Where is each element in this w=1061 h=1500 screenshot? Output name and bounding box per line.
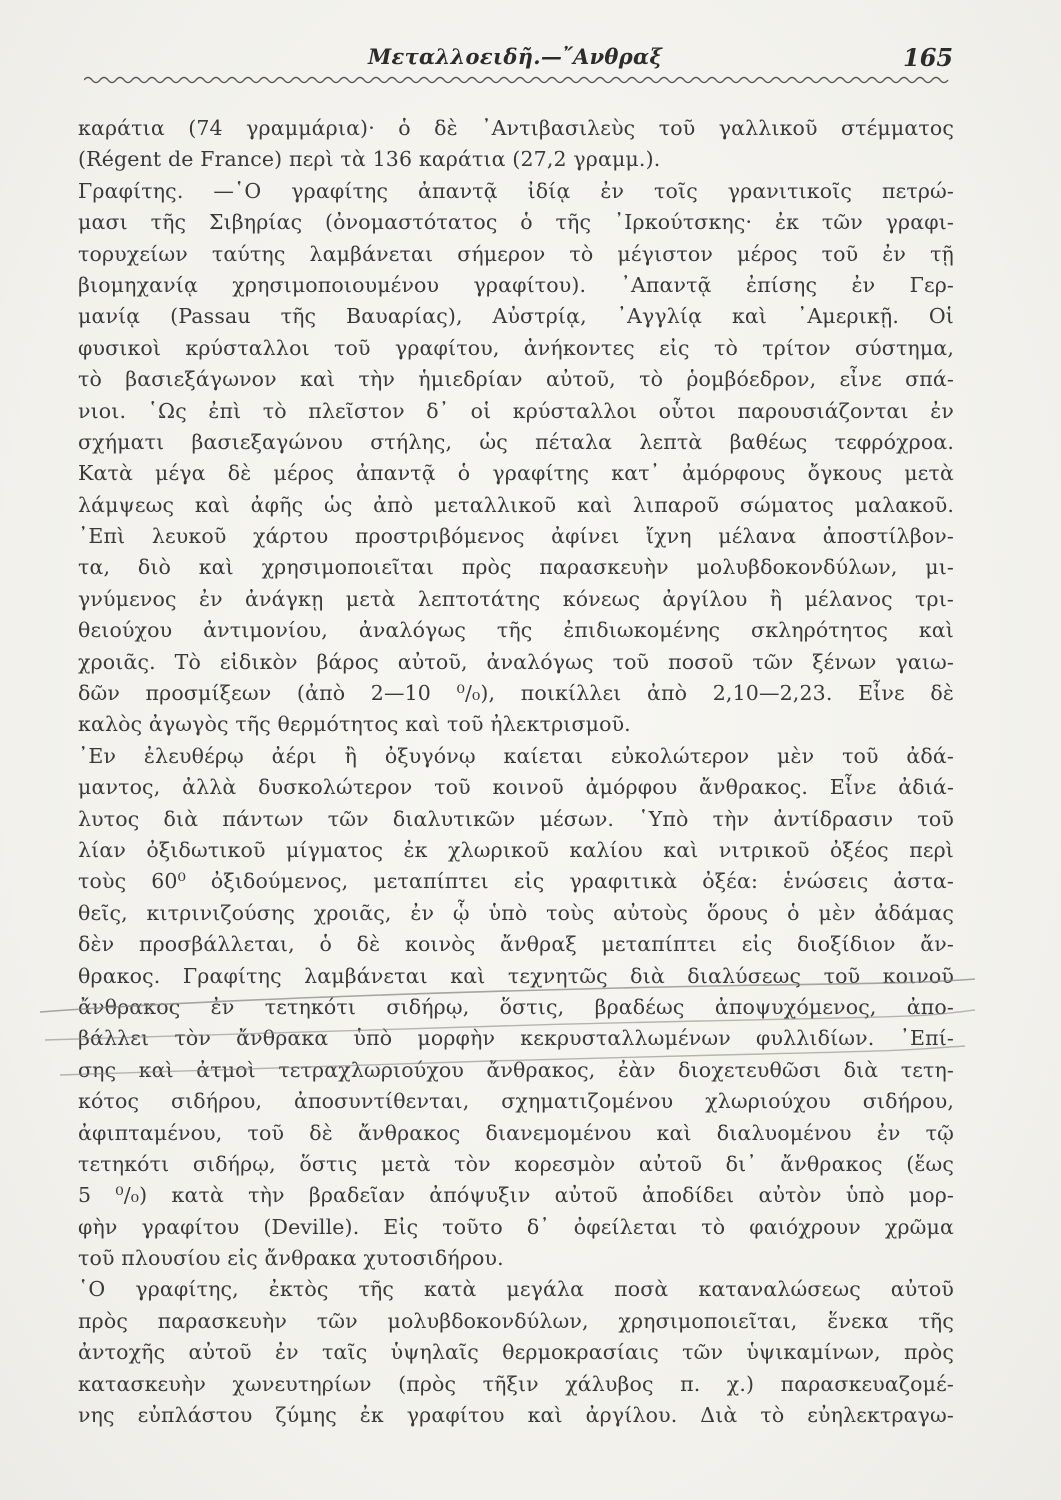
text-line: λίαν ὀξιδωτικοῦ μίγματος ἐκ χλωρικοῦ καλίου καὶ νιτρικοῦ ὀξέος περὶ <box>78 837 954 862</box>
header-wavy-rule <box>84 72 950 86</box>
body-text <box>78 113 954 1431</box>
text-line: (Régent de France) περὶ τὰ 136 καράτια (27,2 γραμμ.). <box>78 147 661 172</box>
text-line: κότος σιδήρου, ἀποσυντίθενται, σχηματιζομένου χλωριούχου σιδήρου, <box>78 1089 954 1114</box>
text-line: βάλλει τὸν ἄνθρακα ὑπὸ μορφὴν κεκρυσταλλωμένων φυλλιδίων. ᾿Επί- <box>78 1026 954 1051</box>
text-line: ἄνθρακος ἐν τετηκότι σιδήρῳ, ὅστις, βραδέως ἀποψυχόμενος, ἀπο- <box>78 994 954 1019</box>
text-line: θεῖς, κιτρινιζούσης χροιᾶς, ἐν ᾧ ὑπὸ τοὺς αὐτοὺς ὅρους ὁ μὲν ἀδάμας <box>78 900 954 925</box>
text-line: νης εὐπλάστου ζύμης ἐκ γραφίτου καὶ ἀργίλου. Διὰ τὸ εὐηλεκτραγω- <box>78 1403 954 1428</box>
text-line: τορυχείων ταύτης λαμβάνεται σήμερον τὸ μέγιστον μέρος τοῦ ἐν τῇ <box>78 241 954 266</box>
text-line: κατασκευὴν χωνευτηρίων (πρὸς τῆξιν χάλυβος π. χ.) παρασκευαζομέ- <box>78 1371 954 1396</box>
text-line: τοῦ πλουσίου εἰς ἄνθρακα χυτοσιδήρου. <box>78 1246 504 1271</box>
text-line: δῶν προσμίξεων (ἀπὸ 2—10 ⁰/₀), ποικίλλει ἀπὸ 2,10—2,23. Εἶνε δὲ <box>78 681 954 706</box>
running-title: Μεταλλοειδῆ.—῎Ανθραξ <box>368 44 663 69</box>
text-line: λυτος διὰ πάντων τῶν διαλυτικῶν μέσων. ῾Υπὸ τὴν ἀντίδρασιν τοῦ <box>78 806 954 831</box>
text-line: φυσικοὶ κρύσταλλοι τοῦ γραφίτου, ἀνήκοντες εἰς τὸ τρίτον σύστημα, <box>78 335 954 360</box>
text-line: φὴν γραφίτου (Deville). Εἰς τοῦτο δ᾽ ὀφείλεται τὸ φαιόχρουν χρῶμα <box>78 1214 954 1239</box>
text-line: ᾿Εν ἐλευθέρῳ ἀέρι ἢ ὀξυγόνῳ καίεται εὐκολώτερον μὲν τοῦ ἀδά- <box>78 743 954 768</box>
text-line: τοὺς 60⁰ ὀξιδούμενος, μεταπίπτει εἰς γραφιτικὰ ὀξέα: ἑνώσεις ἀστα- <box>78 869 954 894</box>
text-line: πρὸς παρασκευὴν τῶν μολυβδοκονδύλων, χρησιμοποιεῖται, ἕνεκα τῆς <box>78 1308 954 1333</box>
text-line: μανίᾳ (Passau τῆς Βαυαρίας), Αὐστρίᾳ, ᾿Αγγλίᾳ καὶ ᾿Αμερικῇ. Οἱ <box>78 304 954 329</box>
text-line: χροιᾶς. Τὸ εἰδικὸν βάρος αὐτοῦ, ἀναλόγως τοῦ ποσοῦ τῶν ξένων γαιω- <box>78 649 954 674</box>
text-line: τετηκότι σιδήρῳ, ὅστις μετὰ τὸν κορεσμὸν αὐτοῦ δι᾽ ἄνθρακος (ἕως <box>78 1151 954 1176</box>
text-line: καλὸς ἀγωγὸς τῆς θερμότητος καὶ τοῦ ἠλεκτρισμοῦ. <box>78 712 631 737</box>
text-line: βιομηχανίᾳ χρησιμοποιουμένου γραφίτου). ᾿Απαντᾷ ἐπίσης ἐν Γερ- <box>78 272 954 297</box>
text-line: τὸ βασιεξάγωνον καὶ τὴν ἡμιεδρίαν αὐτοῦ, τὸ ῥομβόεδρον, εἶνε σπά- <box>78 367 954 392</box>
text-line: λάμψεως καὶ ἀφῆς ὡς ἀπὸ μεταλλικοῦ καὶ λιπαροῦ σώματος μαλακοῦ. <box>78 492 954 517</box>
text-line: γνύμενος ἐν ἀνάγκῃ μετὰ λεπτοτάτης κόνεως ἀργίλου ἢ μέλανος τρι- <box>78 586 954 611</box>
text-line: καράτια (74 γραμμάρια)· ὁ δὲ ᾿Αντιβασιλεὺς τοῦ γαλλικοῦ στέμματος <box>78 116 954 140</box>
text-line: μασι τῆς Σιβηρίας (ὀνομαστότατος ὁ τῆς ᾿Ιρκούτσκης· ἐκ τῶν γραφι- <box>78 210 954 235</box>
text-line: τα, διὸ καὶ χρησιμοποιεῖται πρὸς παρασκευὴν μολυβδοκονδύλων, μι- <box>78 555 954 580</box>
text-line: ἀντοχῆς αὐτοῦ ἐν ταῖς ὑψηλαῖς θερμοκρασίαις τῶν ὑψικαμίνων, πρὸς <box>78 1340 954 1365</box>
text-line: σης καὶ ἀτμοὶ τετραχλωριούχου ἄνθρακος, ἐὰν διοχετευθῶσι διὰ τετη- <box>78 1057 954 1082</box>
text-line: Κατὰ μέγα δὲ μέρος ἀπαντᾷ ὁ γραφίτης κατ᾽ ἀμόρφους ὄγκους μετὰ <box>78 461 954 486</box>
text-line: Γραφίτης. —῾Ο γραφίτης ἀπαντᾷ ἰδίᾳ ἐν τοῖς γρανιτικοῖς πετρώ- <box>78 178 954 203</box>
text-line: νιοι. ῾Ως ἐπὶ τὸ πλεῖστον δ᾽ οἱ κρύσταλλοι οὗτοι παρουσιάζονται ἐν <box>78 398 954 423</box>
text-line: ῾Ο γραφίτης, ἐκτὸς τῆς κατὰ μεγάλα ποσὰ καταναλώσεως αὐτοῦ <box>78 1277 954 1302</box>
text-line: θρακος. Γραφίτης λαμβάνεται καὶ τεχνητῶς διὰ διαλύσεως τοῦ κοινοῦ <box>78 963 954 988</box>
text-line: δὲν προσβάλλεται, ὁ δὲ κοινὸς ἄνθραξ μεταπίπτει εἰς διοξίδιον ἄν- <box>78 932 954 957</box>
text-line: μαντος, ἀλλὰ δυσκολώτερον τοῦ κοινοῦ ἀμόρφου ἄνθρακος. Εἶνε ἀδιά- <box>78 775 954 800</box>
page-number: 165 <box>903 43 954 72</box>
text-line: σχήματι βασιεξαγώνου στήλης, ὡς πέταλα λεπτὰ βαθέως τεφρόχροα. <box>78 429 954 454</box>
text-line: ᾿Επὶ λευκοῦ χάρτου προστριβόμενος ἀφίνει ἴχνη μέλανα ἀποστίλβον- <box>78 524 954 549</box>
text-line: θειούχου ἀντιμονίου, ἀναλόγως τῆς ἐπιδιωκομένης σκληρότητος καὶ <box>78 618 954 643</box>
text-line: 5 ⁰/₀) κατὰ τὴν βραδεῖαν ἀπόψυξιν αὐτοῦ ἀποδίδει αὐτὸν ὑπὸ μορ- <box>78 1183 954 1208</box>
text-line: ἀφιπταμένου, τοῦ δὲ ἄνθρακος διανεμομένου καὶ διαλυομένου ἐν τῷ <box>78 1120 954 1145</box>
